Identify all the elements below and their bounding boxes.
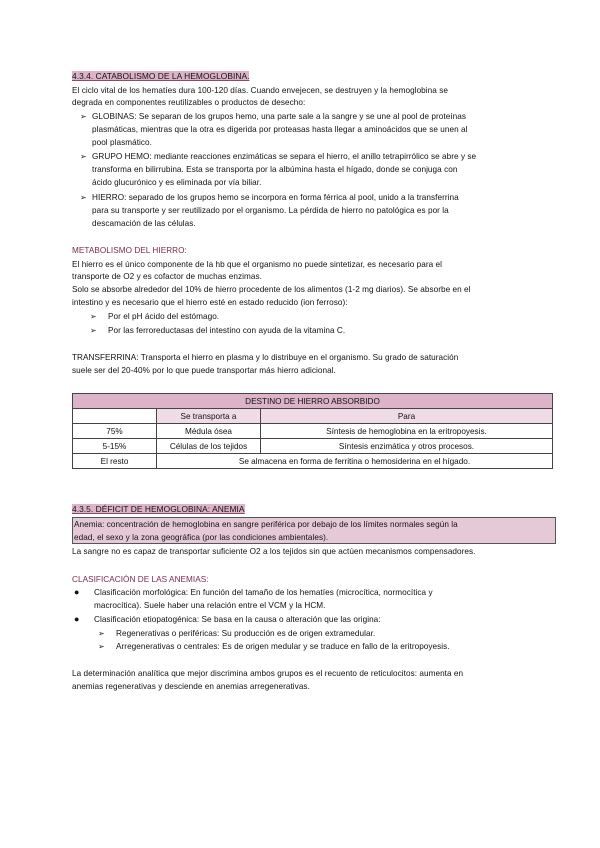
list-item-line: Arregenerativas o centrales: Es de origen medular y se traduce en fallo de la eritropoyesis. (116, 642, 450, 651)
list-item-line: macrocítica). Suele haber una relación entre el VCM y la HCM. (94, 601, 326, 610)
section-title-catabolismo: 4.3.4. CATABOLISMO DE LA HEMOGLOBINA. (72, 71, 250, 81)
table-header-cell: Se transporta a (157, 409, 261, 424)
table-row (73, 439, 553, 454)
list-item-line: Por las ferroreductasas del intestino con ayuda de la vitamina C. (108, 326, 346, 335)
subheading-clasificacion: CLASIFICACIÓN DE LAS ANEMIAS: (72, 575, 209, 584)
paragraph-line: degrada en componentes reutilizables o productos de desecho: (72, 98, 306, 107)
table-header-cell (73, 409, 157, 424)
paragraph-line: Solo se absorbe alrededor del 10% de hierro procedente de los alimentos (1-2 mg diarios). Se absorbe en el (72, 285, 471, 294)
arrow-bullet-icon: ➢ (90, 312, 97, 321)
subheading-metabolismo: METABOLISMO DEL HIERRO: (72, 246, 187, 255)
table-row (73, 424, 553, 439)
paragraph-line: TRANSFERRINA: Transporta el hierro en plasma y lo distribuye en el organismo. Su grado de saturación (72, 353, 459, 362)
bullet-icon: ● (74, 614, 80, 624)
definition-line: Anemia: concentración de hemoglobina en sangre periférica por debajo de los límites normales según la (74, 520, 458, 529)
list-item-line: descamación de las células. (92, 219, 196, 228)
list-item-line: ácido glucurónico y es eliminada por vía biliar. (92, 178, 262, 187)
paragraph-line: transporte de O2 y es cofactor de muchas enzimas. (72, 272, 262, 281)
list-item-line: Clasificación morfológica: En función del tamaño de los hematíes (microcítica, normocítica y (94, 588, 433, 597)
definition-line: edad, el sexo y la zona geográfica (por las condiciones ambientales). (74, 533, 329, 542)
list-item-line: GLOBINAS: Se separan de los grupos hemo, una parte sale a la sangre y se une al pool de proteínas (92, 112, 466, 121)
bullet-icon: ● (74, 587, 80, 597)
arrow-bullet-icon: ➢ (80, 112, 87, 121)
list-item-line: pool plasmático. (92, 138, 152, 147)
arrow-bullet-icon: ➢ (80, 152, 87, 161)
table-cell: 5-15% (73, 439, 157, 454)
paragraph-line: El ciclo vital de los hematíes dura 100-120 días. Cuando envejecen, se destruyen y la hemoglobina se (72, 86, 448, 95)
table-cell: El resto (73, 454, 157, 469)
paragraph-line: La sangre no es capaz de transportar suficiente O2 a los tejidos sin que actúen mecanismos compensadores. (72, 547, 476, 556)
arrow-bullet-icon: ➢ (98, 629, 105, 638)
arrow-bullet-icon: ➢ (80, 193, 87, 202)
table-cell: Síntesis enzimática y otros procesos. (261, 439, 553, 454)
paragraph-line: suele ser del 20-40% por lo que puede transportar más hierro adicional. (72, 366, 336, 375)
list-item-line: Clasificación etiopatogénica: Se basa en la causa o alteración que las origina: (94, 615, 381, 624)
list-item-line: Por el pH ácido del estómago. (108, 312, 220, 321)
paragraph-line: La determinación analítica que mejor discrimina ambos grupos es el recuento de reticulocitos: aumenta en (72, 669, 464, 678)
table-cell: Se almacena en forma de ferritina o hemosiderina en el hígado. (157, 454, 553, 469)
list-item-line: transforma en bilirrubina. Esta se transporta por la albúmina hasta el hígado, donde se conjuga con (92, 165, 458, 174)
arrow-bullet-icon: ➢ (98, 642, 105, 651)
list-item-line: Regenerativas o periféricas: Su producción es de origen extramedular. (116, 629, 376, 638)
destino-hierro-table (72, 393, 553, 469)
list-item-line: plasmáticas, mientras que la otra es digerida por proteasas hasta llegar a aminoácidos que se unen al (92, 125, 468, 134)
table-cell: Células de los tejidos (157, 439, 261, 454)
arrow-bullet-icon: ➢ (90, 326, 97, 335)
table-cell: Síntesis de hemoglobina en la eritropoyesis. (261, 424, 553, 439)
paragraph-line: intestino y es necesario que el hierro esté en estado reducido (ion ferroso): (72, 298, 348, 307)
list-item-line: HIERRO: separado de los grupos hemo se incorpora en forma férrica al pool, unido a la transferrina (92, 193, 459, 202)
list-item-line: GRUPO HEMO: mediante reacciones enzimáticas se separa el hierro, el anillo tetrapirrólico se abre y se (92, 152, 477, 161)
table-header-cell: Para (261, 409, 553, 424)
list-item-line: para su transporte y ser reutilizado por el organismo. La pérdida de hierro no patológica es por la (92, 206, 449, 215)
paragraph-line: El hierro es el único componente de la hb que el organismo no puede sintetizar, es necesario para el (72, 260, 443, 269)
table-row (73, 454, 553, 469)
table-cell: 75% (73, 424, 157, 439)
table-cell: Médula ósea (157, 424, 261, 439)
table-title: DESTINO DE HIERRO ABSORBIDO (73, 394, 553, 409)
section-title-anemia: 4.3.5. DÉFICIT DE HEMOGLOBINA: ANEMIA (72, 504, 245, 514)
paragraph-line: anemias regenerativas y desciende en anemias arregenerativas. (72, 682, 310, 691)
